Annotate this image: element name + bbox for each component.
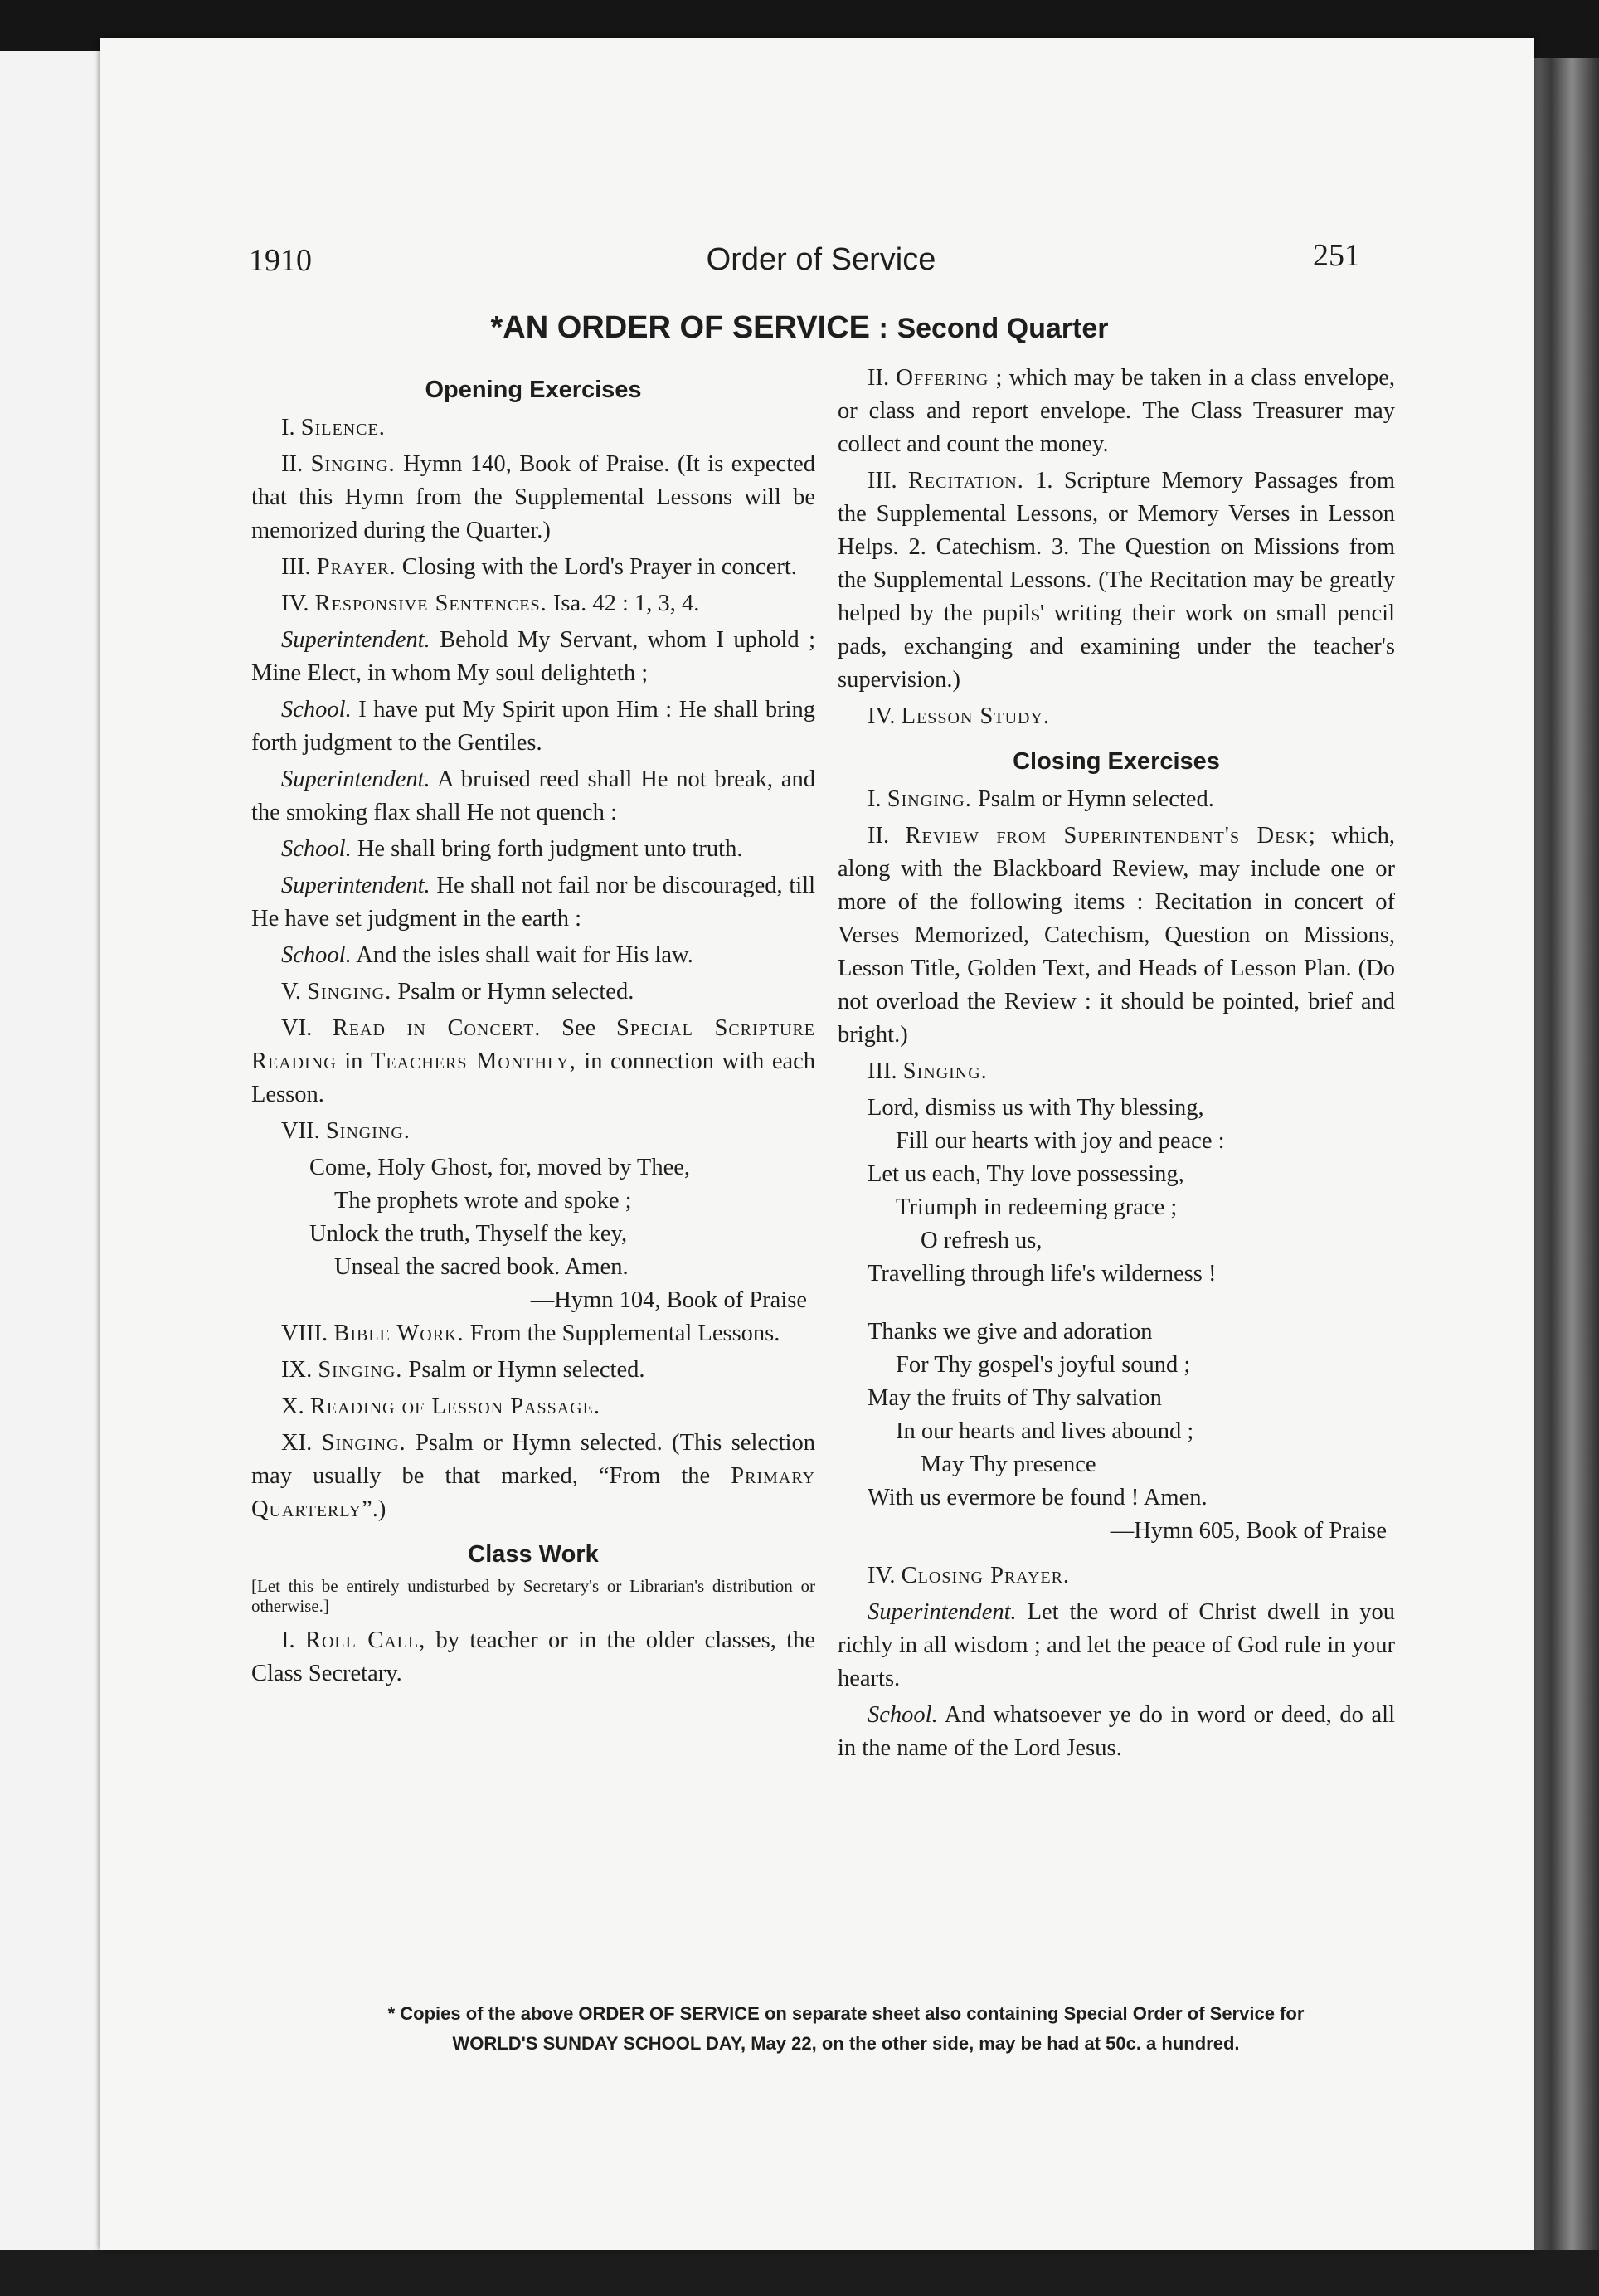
speaker: School. [281, 697, 352, 722]
special-reading-ref: Special Scripture Reading [251, 1015, 816, 1074]
title-asterisk: * [490, 310, 503, 345]
primary-quarterly-ref: Primary Quarterly [251, 1463, 816, 1522]
hymn-line: Come, Holy Ghost, for, moved by Thee, [309, 1155, 691, 1180]
opening-item-iv [251, 587, 815, 620]
title-colon: : [878, 313, 888, 344]
item-text: From the Supplemental Lessons. [469, 1321, 780, 1346]
speaker: Superintendent. [281, 766, 430, 792]
item-label: Read in Concert. [332, 1015, 542, 1041]
book-spine-edge [1531, 58, 1599, 2258]
opening-item-vii [251, 1115, 815, 1148]
hymn-line: Travelling through life's wilderness ! [868, 1261, 1217, 1287]
item-label: Lesson Study. [901, 703, 1051, 729]
hymn-stanza-1 [838, 1092, 1395, 1291]
item-number: VII. [281, 1118, 320, 1144]
title-main: AN ORDER OF SERVICE [503, 310, 870, 345]
sentence-text: He shall bring forth judgment unto truth. [357, 836, 743, 862]
hymn-line: In our hearts and lives abound ; [896, 1418, 1194, 1444]
hymn-line: Lord, dismiss us with Thy blessing, [868, 1095, 1204, 1121]
item-text: ; which may be taken in a class envelope, or class and report envelope. The Class Treasurer may collect and count the money. [838, 365, 1395, 457]
hymn-line: O refresh us, [921, 1228, 1043, 1253]
speaker: School. [868, 1702, 938, 1728]
item-number: IV. [281, 591, 309, 616]
opening-item-vi [251, 1012, 815, 1112]
closing-item-i [838, 783, 1395, 816]
closing-item-ii [838, 820, 1395, 1052]
responsive-sentence [251, 763, 815, 829]
hymn-verse [251, 1151, 815, 1317]
class-item-i [251, 1624, 815, 1690]
sentence-text: Let the word of Christ dwell in you richly in all wisdom ; and let the peace of God rule in your hearts. [838, 1599, 1395, 1691]
closing-item-iv [838, 1559, 1395, 1593]
speaker: Superintendent. [868, 1599, 1017, 1625]
hymn-line: For Thy gospel's joyful sound ; [896, 1352, 1191, 1378]
item-number: I. [281, 415, 295, 440]
class-work-note: [Let this be entirely undisturbed by Secretary's or Librarian's distribution or otherwise.] [251, 1576, 815, 1616]
item-number: IV. [868, 703, 896, 729]
responsive-sentence [251, 939, 815, 972]
item-text: See [561, 1015, 596, 1041]
item-label: Silence. [300, 415, 386, 440]
responsive-sentence [251, 869, 815, 936]
item-label: Singing. [307, 979, 392, 1004]
sentence-text: A bruised reed shall He not break, and the smoking flax shall He not quench : [251, 766, 815, 825]
item-label: Bible Work. [333, 1321, 464, 1346]
header-title: Order of Service [706, 242, 936, 277]
page-title [0, 310, 1599, 346]
class-item-ii [838, 362, 1395, 461]
sentence-text: I have put My Spirit upon Him : He shall bring forth judgment to the Gentiles. [251, 697, 815, 756]
hymn-attribution: —Hymn 605, Book of Praise [1110, 1518, 1387, 1544]
item-number: II. [868, 365, 890, 391]
opening-item-ix [251, 1354, 815, 1387]
class-item-iii [838, 465, 1395, 697]
item-label: Roll Call, [304, 1627, 426, 1653]
item-number: IX. [281, 1357, 313, 1383]
hymn-line: May Thy presence [921, 1452, 1096, 1477]
item-number: IV. [868, 1563, 896, 1588]
item-number: XI. [281, 1430, 313, 1456]
sentence-text: Behold My Servant, whom I uphold ; Mine Elect, in whom My soul delighteth ; [251, 627, 815, 686]
hymn-line: Thanks we give and adoration [868, 1319, 1153, 1345]
speaker: Superintendent. [281, 627, 430, 653]
speaker: School. [281, 836, 352, 862]
footnote-line: WORLD'S SUNDAY SCHOOL DAY, May 22, on the other side, may be had at 50c. a hundred. [452, 2033, 1240, 2054]
hymn-line: Let us each, Thy love possessing, [868, 1161, 1184, 1187]
opening-item-iii [251, 551, 815, 584]
left-column [251, 362, 815, 1694]
item-label: Offering [896, 365, 989, 391]
teachers-monthly-ref: Teachers Monthly, [370, 1048, 576, 1074]
item-text: Psalm or Hymn selected. [977, 786, 1214, 812]
opening-item-v [251, 975, 815, 1009]
responsive-sentence [251, 693, 815, 760]
item-number: III. [281, 554, 311, 580]
sentence-text: And the isles shall wait for His law. [356, 942, 693, 968]
class-item-iv [838, 700, 1395, 733]
item-text: Isa. 42 : 1, 3, 4. [552, 591, 700, 616]
opening-item-x [251, 1390, 815, 1423]
scan-bottom-border [0, 2250, 1599, 2296]
item-number: II. [281, 451, 304, 477]
item-label: Prayer. [316, 554, 396, 580]
footnote [265, 1999, 1426, 2059]
item-label: Closing Prayer. [901, 1563, 1071, 1588]
sentence-text: And whatsoever ye do in word or deed, do all in the name of the Lord Jesus. [838, 1702, 1396, 1761]
item-text: Closing with the Lord's Prayer in concert. [401, 554, 797, 580]
footnote-line: * Copies of the above ORDER OF SERVICE on separate sheet also containing Special Order of Service for [387, 2003, 1305, 2024]
item-number: I. [868, 786, 882, 812]
item-label: Singing. [325, 1118, 411, 1144]
hymn-line: Unlock the truth, Thyself the key, [309, 1221, 628, 1247]
item-text: ; which, along with the Blackboard Review, may include one or more of the following items : Recitation in concert of Verses Memorized, Catechism, Question on Missions, Lesson Title, Golden Text, and Heads of Lesson Plan. (Do not overload the Review : it should be pointed, brief and bright.) [838, 823, 1396, 1048]
item-label: Recitation. [907, 468, 1024, 494]
closing-sentence [838, 1699, 1395, 1765]
item-number: X. [281, 1394, 304, 1419]
opening-item-ii [251, 448, 815, 547]
item-number: III. [868, 1058, 897, 1084]
item-number: V. [281, 979, 302, 1004]
item-text: Psalm or Hymn selected. [397, 979, 634, 1004]
opening-item-i [251, 411, 815, 445]
speaker: School. [281, 942, 352, 968]
sentence-text: He shall not fail nor be discouraged, till He have set judgment in the earth : [251, 873, 815, 932]
item-text: 1. Scripture Memory Passages from the Supplemental Lessons, or Memory Verses in Lesson Helps. 2. Catechism. 3. The Question on Missions from the Supplemental Lessons. (The Recitation may be greatly helped by the pupils' writing their work on small pencil pads, exchanging and examining under the teacher's supervision.) [838, 468, 1396, 693]
closing-heading: Closing Exercises [1013, 748, 1220, 775]
opening-item-xi [251, 1427, 815, 1526]
item-label: Singing. [902, 1058, 988, 1084]
opening-item-viii [251, 1317, 815, 1350]
item-text: Hymn 140, Book of Praise. (It is expected that this Hymn from the Supplemental Lessons will be memorized during the Quarter.) [251, 451, 816, 543]
item-label: Review from Superintendent's Desk [905, 823, 1309, 849]
item-label: Singing. [887, 786, 972, 812]
item-text: by teacher or in the older classes, the Class Secretary. [251, 1627, 816, 1686]
item-number: VIII. [281, 1321, 328, 1346]
item-label: Singing. [318, 1357, 403, 1383]
item-text: ”.) [362, 1496, 386, 1522]
hymn-line: May the fruits of Thy salvation [868, 1385, 1162, 1411]
item-label: Singing. [321, 1430, 406, 1456]
closing-item-iii [838, 1055, 1395, 1088]
item-label: Singing. [310, 451, 396, 477]
class-work-heading: Class Work [468, 1541, 599, 1568]
hymn-line: Unseal the sacred book. Amen. [334, 1254, 629, 1280]
header-year: 1910 [249, 243, 312, 278]
item-text: in [344, 1048, 363, 1074]
hymn-line: Fill our hearts with joy and peace : [896, 1128, 1225, 1154]
hymn-line: With us evermore be found ! Amen. [868, 1485, 1208, 1510]
opening-heading: Opening Exercises [425, 377, 642, 403]
responsive-sentence [251, 833, 815, 866]
item-label: Responsive Sentences. [314, 591, 547, 616]
item-number: III. [868, 468, 897, 494]
item-text: Psalm or Hymn selected. [408, 1357, 645, 1383]
speaker: Superintendent. [281, 873, 430, 898]
item-label: Reading of Lesson Passage. [309, 1394, 600, 1419]
running-header [249, 238, 1393, 284]
item-number: II. [868, 823, 890, 849]
item-text: Psalm or Hymn selected. (This selection may usually be that marked, “From the [251, 1430, 816, 1489]
item-text: in connection with each Lesson. [251, 1048, 816, 1107]
closing-sentence [838, 1596, 1395, 1695]
title-subtitle: Second Quarter [897, 313, 1109, 344]
hymn-stanza-2 [838, 1316, 1395, 1548]
responsive-sentence [251, 624, 815, 690]
page-number: 251 [1313, 238, 1360, 273]
right-column [838, 362, 1395, 1768]
item-number: I. [281, 1627, 295, 1653]
hymn-line: Triumph in redeeming grace ; [896, 1194, 1178, 1220]
hymn-attribution: —Hymn 104, Book of Praise [530, 1287, 807, 1313]
item-number: VI. [281, 1015, 313, 1041]
hymn-line: The prophets wrote and spoke ; [334, 1188, 632, 1214]
